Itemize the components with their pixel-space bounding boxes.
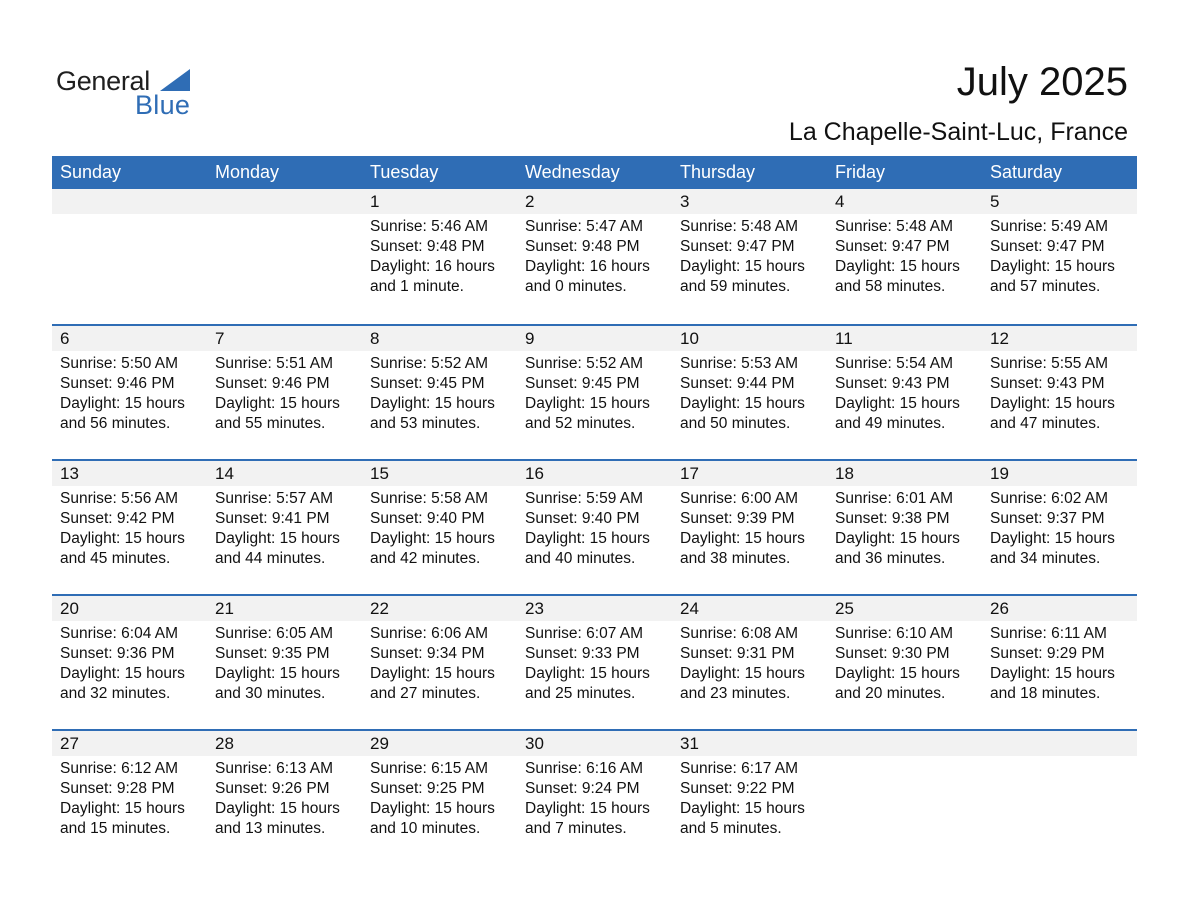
daylight-minutes-text: and 49 minutes. <box>835 415 946 432</box>
sunrise-text: Sunrise: 6:04 AM <box>60 625 179 642</box>
day-number: 2 <box>517 189 672 214</box>
week-days <box>52 189 1137 324</box>
daylight-minutes-text: and 57 minutes. <box>990 278 1101 295</box>
sunrise-text: Sunrise: 5:51 AM <box>215 355 334 372</box>
daylight-text: Daylight: 15 hours <box>990 665 1115 682</box>
day-info <box>362 621 517 704</box>
sunrise-text: Sunrise: 6:07 AM <box>525 625 644 642</box>
sunset-text: Sunset: 9:24 PM <box>525 780 640 797</box>
day-cell <box>207 326 362 459</box>
daylight-minutes-text: and 52 minutes. <box>525 415 636 432</box>
day-number: 25 <box>827 596 982 621</box>
empty-day-band <box>52 189 207 214</box>
sunrise-text: Sunrise: 5:49 AM <box>990 218 1109 235</box>
daylight-text: Daylight: 15 hours <box>525 530 650 547</box>
day-cell <box>362 326 517 459</box>
sunrise-text: Sunrise: 5:53 AM <box>680 355 799 372</box>
daylight-minutes-text: and 20 minutes. <box>835 685 946 702</box>
day-info <box>982 486 1137 569</box>
day-number: 7 <box>207 326 362 351</box>
empty-day-band <box>982 731 1137 756</box>
daylight-minutes-text: and 1 minute. <box>370 278 464 295</box>
day-info <box>52 621 207 704</box>
sunrise-text: Sunrise: 6:16 AM <box>525 760 644 777</box>
sunrise-text: Sunrise: 6:15 AM <box>370 760 489 777</box>
day-info <box>517 621 672 704</box>
day-number: 15 <box>362 461 517 486</box>
weekday-tuesday: Tuesday <box>370 162 439 182</box>
daylight-minutes-text: and 5 minutes. <box>680 820 782 837</box>
daylight-minutes-text: and 7 minutes. <box>525 820 627 837</box>
sunset-text: Sunset: 9:44 PM <box>680 375 795 392</box>
daylight-text: Daylight: 15 hours <box>835 665 960 682</box>
sunrise-text: Sunrise: 5:54 AM <box>835 355 954 372</box>
weekday-friday: Friday <box>835 162 886 182</box>
sunset-text: Sunset: 9:47 PM <box>835 238 950 255</box>
sunset-text: Sunset: 9:22 PM <box>680 780 795 797</box>
day-info <box>827 621 982 704</box>
daylight-minutes-text: and 47 minutes. <box>990 415 1101 432</box>
day-cell <box>517 461 672 594</box>
logo <box>56 66 206 118</box>
day-number: 24 <box>672 596 827 621</box>
day-cell <box>207 596 362 729</box>
day-cell <box>362 731 517 864</box>
day-info <box>207 756 362 839</box>
week-days <box>52 326 1137 459</box>
day-number: 13 <box>52 461 207 486</box>
day-cell <box>827 189 982 324</box>
sunrise-text: Sunrise: 6:12 AM <box>60 760 179 777</box>
sunset-text: Sunset: 9:29 PM <box>990 645 1105 662</box>
day-number: 31 <box>672 731 827 756</box>
day-number: 22 <box>362 596 517 621</box>
day-info <box>672 756 827 839</box>
sunset-text: Sunset: 9:46 PM <box>215 375 330 392</box>
day-info <box>362 214 517 297</box>
day-number: 14 <box>207 461 362 486</box>
day-cell <box>672 596 827 729</box>
sunrise-text: Sunrise: 6:01 AM <box>835 490 954 507</box>
sunset-text: Sunset: 9:31 PM <box>680 645 795 662</box>
day-info <box>827 486 982 569</box>
sunrise-text: Sunrise: 6:02 AM <box>990 490 1109 507</box>
day-number: 8 <box>362 326 517 351</box>
day-cell <box>52 596 207 729</box>
daylight-minutes-text: and 34 minutes. <box>990 550 1101 567</box>
sunrise-text: Sunrise: 5:59 AM <box>525 490 644 507</box>
day-cell <box>672 189 827 324</box>
daylight-text: Daylight: 15 hours <box>835 258 960 275</box>
weekday-monday: Monday <box>215 162 280 182</box>
day-info <box>207 486 362 569</box>
daylight-minutes-text: and 55 minutes. <box>215 415 326 432</box>
day-info <box>362 351 517 434</box>
sunset-text: Sunset: 9:36 PM <box>60 645 175 662</box>
sunset-text: Sunset: 9:48 PM <box>370 238 485 255</box>
week-days <box>52 731 1137 864</box>
day-number: 12 <box>982 326 1137 351</box>
sunset-text: Sunset: 9:42 PM <box>60 510 175 527</box>
day-cell <box>52 731 207 864</box>
day-number: 17 <box>672 461 827 486</box>
day-cell <box>827 326 982 459</box>
empty-day-cell <box>207 189 362 324</box>
sunset-text: Sunset: 9:40 PM <box>525 510 640 527</box>
daylight-minutes-text: and 42 minutes. <box>370 550 481 567</box>
daylight-text: Daylight: 15 hours <box>680 800 805 817</box>
weekday-sunday: Sunday <box>60 162 122 182</box>
sunrise-text: Sunrise: 5:52 AM <box>525 355 644 372</box>
day-number: 18 <box>827 461 982 486</box>
sunset-text: Sunset: 9:39 PM <box>680 510 795 527</box>
sunrise-text: Sunrise: 5:58 AM <box>370 490 489 507</box>
day-number: 29 <box>362 731 517 756</box>
sunrise-text: Sunrise: 6:00 AM <box>680 490 799 507</box>
page-title: July 2025 <box>956 60 1128 104</box>
sunrise-text: Sunrise: 6:05 AM <box>215 625 334 642</box>
weekday-saturday: Saturday <box>990 162 1063 182</box>
weekday-thursday: Thursday <box>680 162 756 182</box>
week-row <box>52 729 1137 864</box>
sunrise-text: Sunrise: 5:48 AM <box>680 218 799 235</box>
day-number: 3 <box>672 189 827 214</box>
daylight-minutes-text: and 45 minutes. <box>60 550 171 567</box>
daylight-minutes-text: and 25 minutes. <box>525 685 636 702</box>
daylight-text: Daylight: 16 hours <box>525 258 650 275</box>
daylight-minutes-text: and 18 minutes. <box>990 685 1101 702</box>
day-info <box>672 621 827 704</box>
day-cell <box>982 596 1137 729</box>
day-cell <box>827 596 982 729</box>
daylight-text: Daylight: 15 hours <box>370 800 495 817</box>
day-cell <box>672 731 827 864</box>
daylight-minutes-text: and 0 minutes. <box>525 278 627 295</box>
day-info <box>52 351 207 434</box>
day-number: 19 <box>982 461 1137 486</box>
daylight-text: Daylight: 15 hours <box>990 530 1115 547</box>
daylight-minutes-text: and 30 minutes. <box>215 685 326 702</box>
empty-day-cell <box>52 189 207 324</box>
sunset-text: Sunset: 9:28 PM <box>60 780 175 797</box>
sunset-text: Sunset: 9:43 PM <box>990 375 1105 392</box>
daylight-text: Daylight: 15 hours <box>525 395 650 412</box>
day-number: 11 <box>827 326 982 351</box>
day-number: 28 <box>207 731 362 756</box>
day-cell <box>362 596 517 729</box>
day-info <box>52 756 207 839</box>
empty-day-cell <box>827 731 982 864</box>
daylight-minutes-text: and 44 minutes. <box>215 550 326 567</box>
sunset-text: Sunset: 9:46 PM <box>60 375 175 392</box>
day-info <box>207 351 362 434</box>
daylight-minutes-text: and 10 minutes. <box>370 820 481 837</box>
day-cell <box>672 461 827 594</box>
day-number: 20 <box>52 596 207 621</box>
daylight-minutes-text: and 15 minutes. <box>60 820 171 837</box>
day-cell <box>362 189 517 324</box>
daylight-text: Daylight: 15 hours <box>680 530 805 547</box>
sunset-text: Sunset: 9:47 PM <box>990 238 1105 255</box>
daylight-text: Daylight: 15 hours <box>370 665 495 682</box>
daylight-minutes-text: and 58 minutes. <box>835 278 946 295</box>
sunset-text: Sunset: 9:25 PM <box>370 780 485 797</box>
day-cell <box>52 461 207 594</box>
day-number: 21 <box>207 596 362 621</box>
day-info <box>672 351 827 434</box>
daylight-minutes-text: and 53 minutes. <box>370 415 481 432</box>
daylight-text: Daylight: 15 hours <box>60 665 185 682</box>
daylight-text: Daylight: 15 hours <box>215 395 340 412</box>
daylight-text: Daylight: 15 hours <box>215 800 340 817</box>
sunset-text: Sunset: 9:35 PM <box>215 645 330 662</box>
week-days <box>52 596 1137 729</box>
day-info <box>362 756 517 839</box>
weekday-wednesday: Wednesday <box>525 162 620 182</box>
day-info <box>827 214 982 297</box>
day-info <box>827 351 982 434</box>
daylight-text: Daylight: 15 hours <box>370 530 495 547</box>
day-info <box>982 351 1137 434</box>
daylight-text: Daylight: 15 hours <box>370 395 495 412</box>
daylight-text: Daylight: 15 hours <box>525 800 650 817</box>
daylight-text: Daylight: 15 hours <box>680 395 805 412</box>
daylight-text: Daylight: 15 hours <box>60 530 185 547</box>
sunset-text: Sunset: 9:26 PM <box>215 780 330 797</box>
daylight-text: Daylight: 15 hours <box>680 258 805 275</box>
sunrise-text: Sunrise: 5:48 AM <box>835 218 954 235</box>
week-row <box>52 594 1137 729</box>
sunrise-text: Sunrise: 5:46 AM <box>370 218 489 235</box>
weeks-container <box>52 189 1137 864</box>
logo-triangle-icon <box>160 69 190 91</box>
week-row <box>52 189 1137 324</box>
sunrise-text: Sunrise: 6:13 AM <box>215 760 334 777</box>
sunrise-text: Sunrise: 6:06 AM <box>370 625 489 642</box>
sunrise-text: Sunrise: 6:17 AM <box>680 760 799 777</box>
location-subtitle: La Chapelle-Saint-Luc, France <box>788 118 1128 146</box>
day-number: 30 <box>517 731 672 756</box>
logo-general-text: General <box>56 66 150 96</box>
day-cell <box>517 731 672 864</box>
day-info <box>517 351 672 434</box>
day-cell <box>517 596 672 729</box>
daylight-minutes-text: and 38 minutes. <box>680 550 791 567</box>
daylight-text: Daylight: 15 hours <box>680 665 805 682</box>
daylight-minutes-text: and 50 minutes. <box>680 415 791 432</box>
sunrise-text: Sunrise: 5:47 AM <box>525 218 644 235</box>
day-info <box>672 214 827 297</box>
daylight-text: Daylight: 15 hours <box>990 395 1115 412</box>
week-days <box>52 461 1137 594</box>
day-info <box>517 756 672 839</box>
daylight-minutes-text: and 40 minutes. <box>525 550 636 567</box>
sunset-text: Sunset: 9:47 PM <box>680 238 795 255</box>
sunrise-text: Sunrise: 5:55 AM <box>990 355 1109 372</box>
day-cell <box>982 461 1137 594</box>
day-info <box>517 214 672 297</box>
sunset-text: Sunset: 9:30 PM <box>835 645 950 662</box>
day-cell <box>207 461 362 594</box>
sunrise-text: Sunrise: 5:57 AM <box>215 490 334 507</box>
sunrise-text: Sunrise: 6:10 AM <box>835 625 954 642</box>
sunset-text: Sunset: 9:38 PM <box>835 510 950 527</box>
sunset-text: Sunset: 9:45 PM <box>525 375 640 392</box>
daylight-text: Daylight: 15 hours <box>525 665 650 682</box>
daylight-text: Daylight: 15 hours <box>215 530 340 547</box>
empty-day-cell <box>982 731 1137 864</box>
day-cell <box>517 189 672 324</box>
empty-day-band <box>827 731 982 756</box>
week-row <box>52 459 1137 594</box>
day-cell <box>982 189 1137 324</box>
day-cell <box>362 461 517 594</box>
empty-day-band <box>207 189 362 214</box>
sunset-text: Sunset: 9:43 PM <box>835 375 950 392</box>
day-number: 5 <box>982 189 1137 214</box>
sunrise-text: Sunrise: 6:08 AM <box>680 625 799 642</box>
day-cell <box>827 461 982 594</box>
day-number: 1 <box>362 189 517 214</box>
daylight-text: Daylight: 15 hours <box>215 665 340 682</box>
day-info <box>52 486 207 569</box>
sunset-text: Sunset: 9:41 PM <box>215 510 330 527</box>
day-number: 16 <box>517 461 672 486</box>
daylight-minutes-text: and 13 minutes. <box>215 820 326 837</box>
calendar-grid <box>52 156 1137 864</box>
day-number: 6 <box>52 326 207 351</box>
day-info <box>982 214 1137 297</box>
sunset-text: Sunset: 9:40 PM <box>370 510 485 527</box>
daylight-text: Daylight: 15 hours <box>835 395 960 412</box>
day-number: 26 <box>982 596 1137 621</box>
daylight-text: Daylight: 15 hours <box>60 395 185 412</box>
sunset-text: Sunset: 9:34 PM <box>370 645 485 662</box>
daylight-minutes-text: and 36 minutes. <box>835 550 946 567</box>
daylight-text: Daylight: 16 hours <box>370 258 495 275</box>
weekday-header <box>52 156 1137 189</box>
sunset-text: Sunset: 9:45 PM <box>370 375 485 392</box>
daylight-minutes-text: and 23 minutes. <box>680 685 791 702</box>
week-row <box>52 324 1137 459</box>
daylight-text: Daylight: 15 hours <box>60 800 185 817</box>
logo-blue-text: Blue <box>135 90 191 120</box>
sunrise-text: Sunrise: 5:50 AM <box>60 355 179 372</box>
daylight-text: Daylight: 15 hours <box>835 530 960 547</box>
daylight-text: Daylight: 15 hours <box>990 258 1115 275</box>
day-cell <box>672 326 827 459</box>
day-number: 23 <box>517 596 672 621</box>
day-info <box>672 486 827 569</box>
day-info <box>982 621 1137 704</box>
sunset-text: Sunset: 9:37 PM <box>990 510 1105 527</box>
daylight-minutes-text: and 59 minutes. <box>680 278 791 295</box>
sunset-text: Sunset: 9:48 PM <box>525 238 640 255</box>
sunrise-text: Sunrise: 5:56 AM <box>60 490 179 507</box>
day-cell <box>982 326 1137 459</box>
day-number: 27 <box>52 731 207 756</box>
daylight-minutes-text: and 56 minutes. <box>60 415 171 432</box>
daylight-minutes-text: and 32 minutes. <box>60 685 171 702</box>
day-cell <box>52 326 207 459</box>
day-info <box>207 621 362 704</box>
daylight-minutes-text: and 27 minutes. <box>370 685 481 702</box>
sunrise-text: Sunrise: 6:11 AM <box>990 625 1107 642</box>
sunset-text: Sunset: 9:33 PM <box>525 645 640 662</box>
sunrise-text: Sunrise: 5:52 AM <box>370 355 489 372</box>
day-number: 10 <box>672 326 827 351</box>
day-number: 4 <box>827 189 982 214</box>
day-cell <box>207 731 362 864</box>
day-number: 9 <box>517 326 672 351</box>
day-info <box>362 486 517 569</box>
day-cell <box>517 326 672 459</box>
day-info <box>517 486 672 569</box>
